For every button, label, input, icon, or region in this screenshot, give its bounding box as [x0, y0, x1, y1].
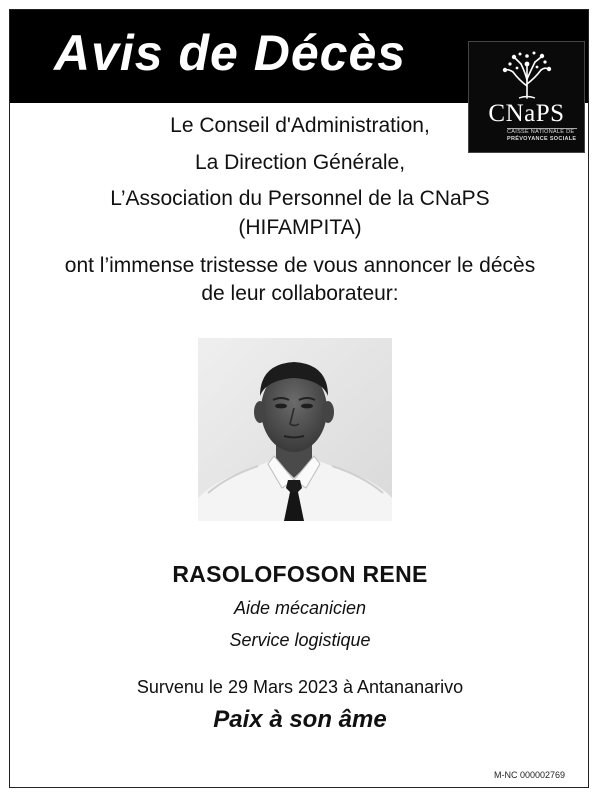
deceased-position: Aide mécanicien [233, 598, 367, 618]
portrait-photo [198, 338, 392, 521]
death-date-place: Survenu le 29 Mars 2023 à Antananarivo [136, 677, 464, 697]
deceased-department: Service logistique [229, 630, 371, 650]
logo-name: CNaPS [488, 100, 565, 127]
announcement-line-4: (HIFAMPITA) [238, 216, 362, 239]
announcement-line-5: ont l’immense tristesse de vous annoncer le décès [64, 254, 536, 277]
closing-phrase: Paix à son âme [213, 706, 387, 733]
portrait-image [198, 338, 392, 521]
notice-title: Avis de Décès [54, 25, 407, 81]
reference-code: M-NC 000002769 [493, 770, 565, 780]
announcement-line-1: Le Conseil d'Administration, [170, 114, 430, 137]
announcement-line-6: de leur collaborateur: [201, 282, 399, 305]
announcement-line-3: L’Association du Personnel de la CNaPS [110, 187, 490, 210]
logo-subtitle-line2: PRÉVOYANCE SOCIALE [507, 136, 577, 142]
cnaps-logo [468, 41, 585, 153]
deceased-name: RASOLOFOSON RENE [172, 561, 428, 587]
tree-icon [469, 42, 586, 102]
announcement-line-2: La Direction Générale, [194, 151, 406, 174]
logo-subtitle-line1: CAISSE NATIONALE DE [507, 129, 575, 135]
